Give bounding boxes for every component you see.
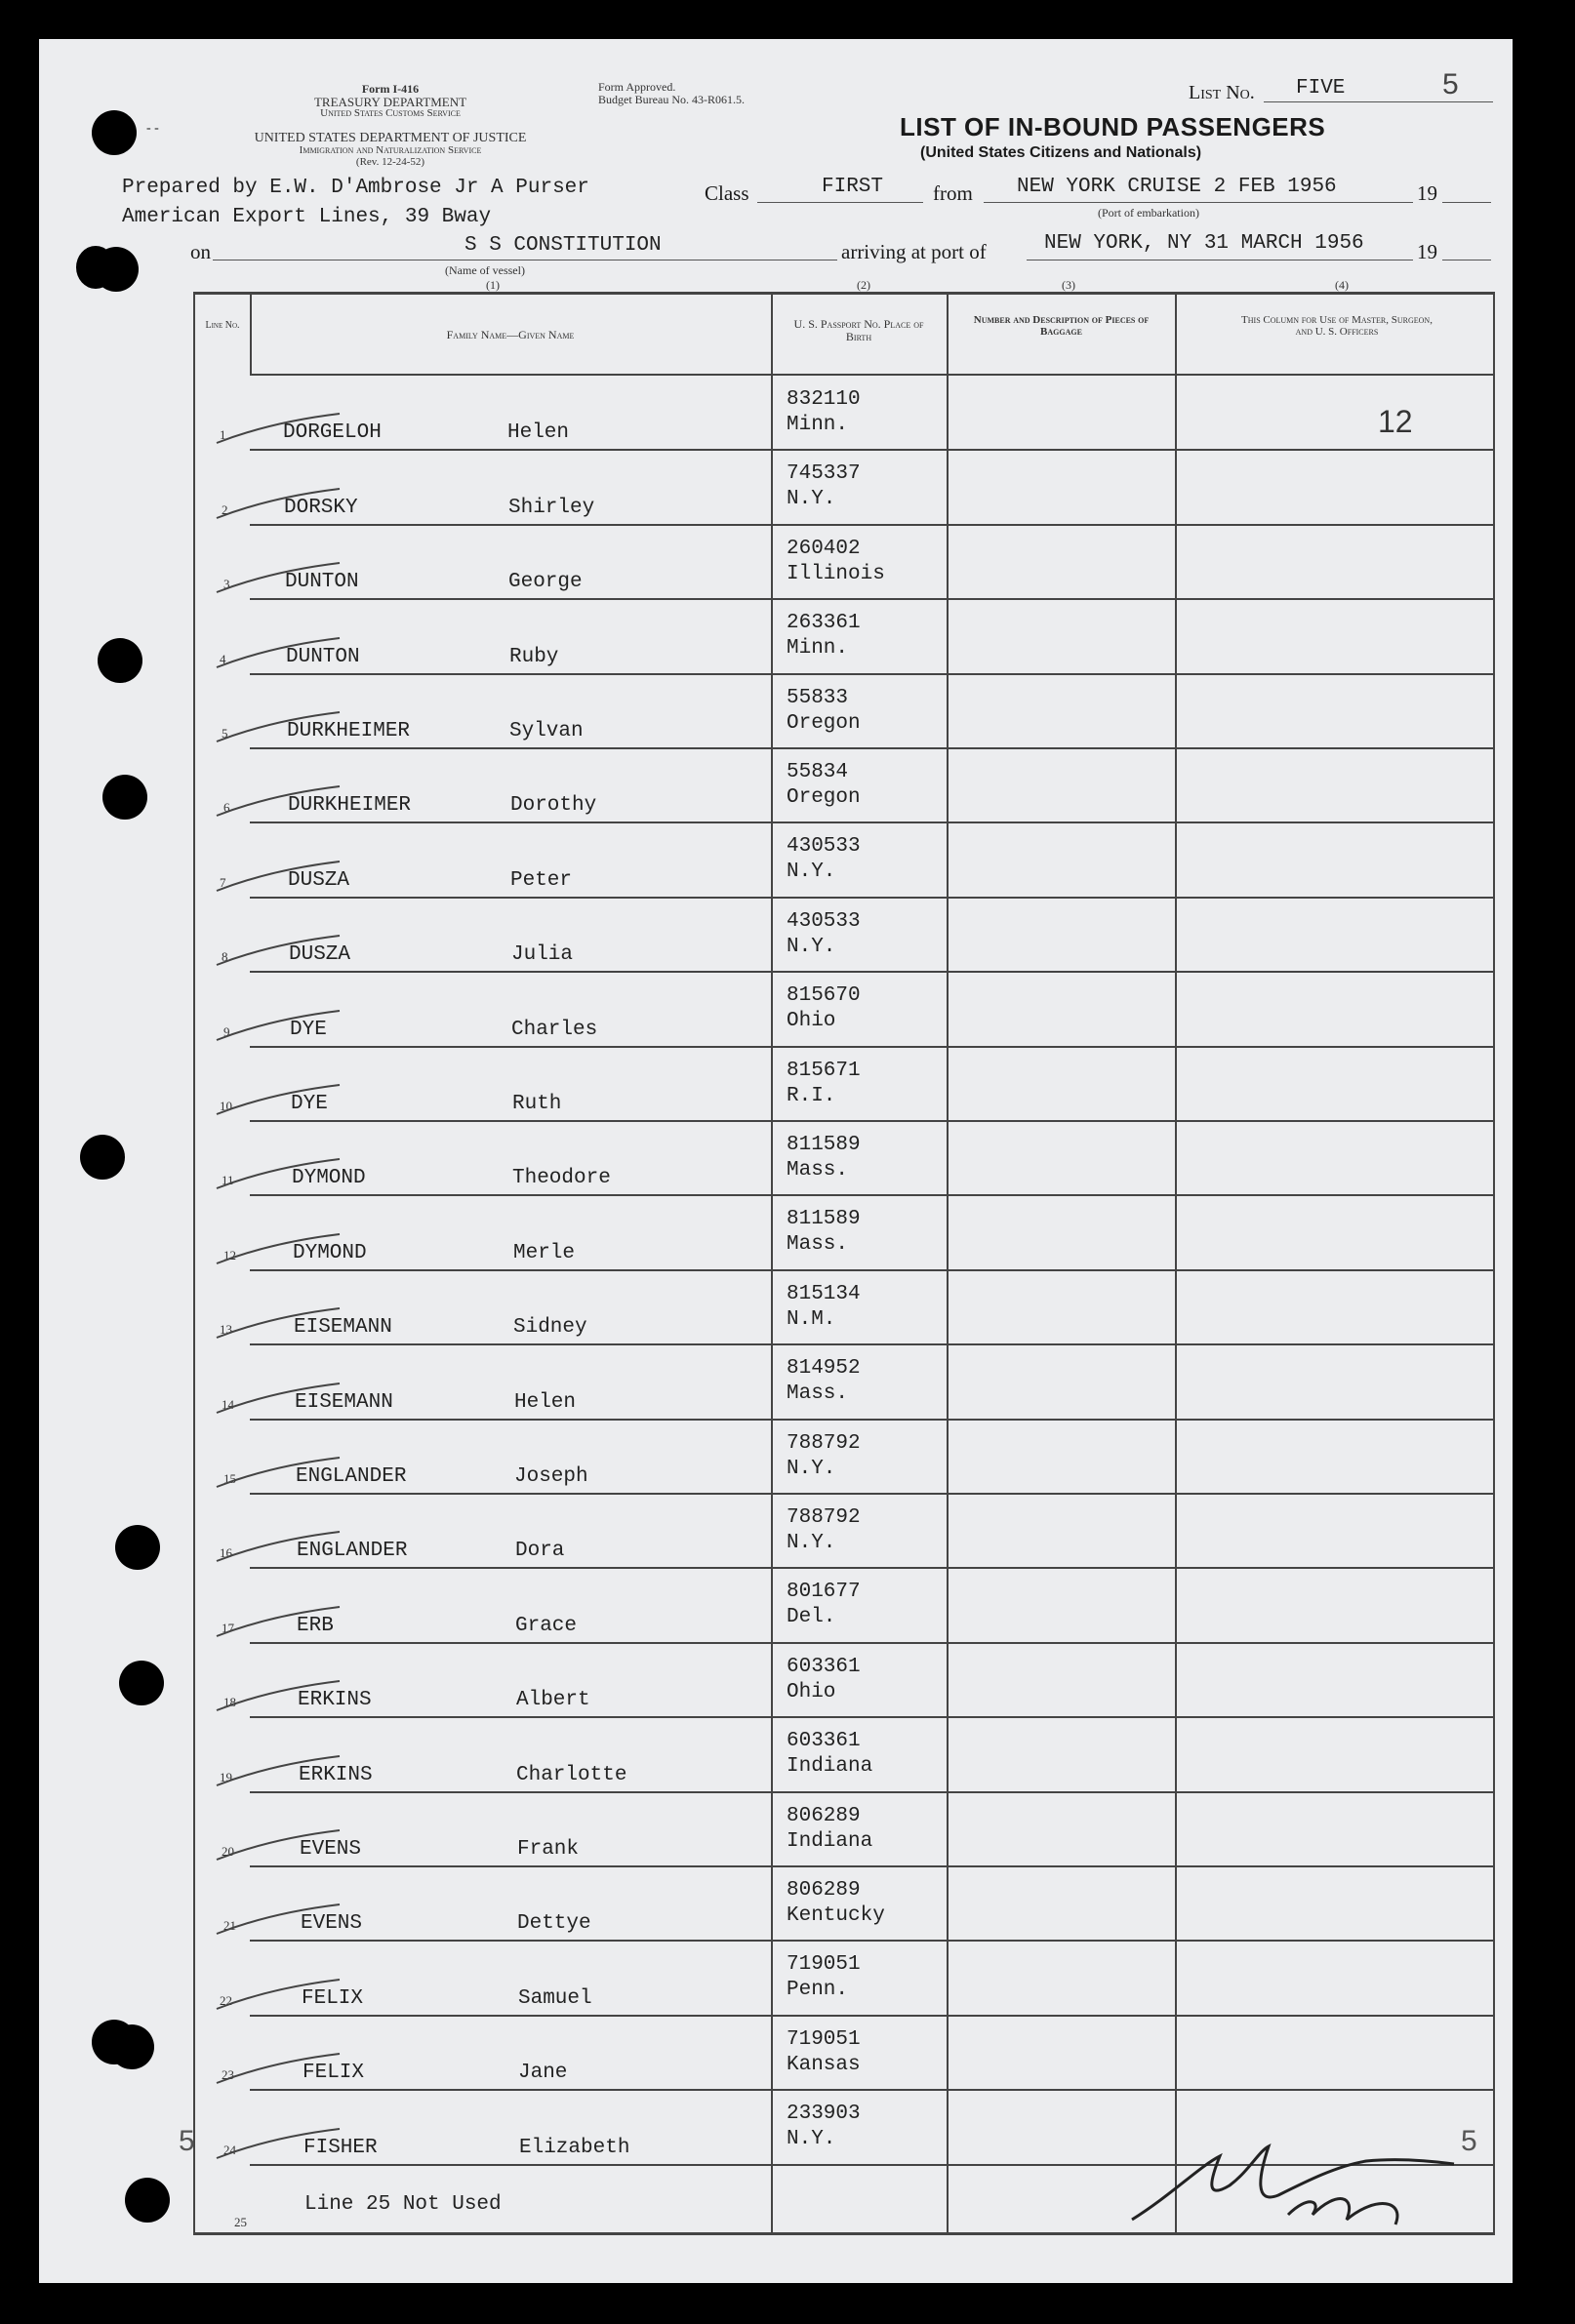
given-name: Dorothy [510,794,597,817]
place-of-birth: Mass. [787,1233,849,1256]
check-mark [213,485,349,524]
family-name: DYMOND [292,1167,366,1189]
given-name: Charlotte [516,1764,627,1786]
family-name: ERKINS [299,1764,373,1786]
line-number: 16 [220,1545,232,1560]
place-of-birth: Mass. [787,1159,849,1182]
row-divider [250,673,1495,675]
passport-number: 788792 [787,1506,861,1529]
family-name: DURKHEIMER [287,720,411,742]
header-baggage: Number and Description of Pieces of Baggage [973,314,1150,338]
family-name: FELIX [303,2062,365,2084]
passport-number: 263361 [787,612,861,634]
given-name: Joseph [514,1465,588,1488]
row-divider [250,747,1495,749]
passport-number: 811589 [787,1208,861,1230]
row-divider [250,1493,1495,1495]
place-of-birth: Indiana [787,1755,873,1778]
check-mark [213,634,349,673]
given-name: Helen [507,421,570,444]
officer-count-note: 12 [1378,404,1413,439]
line-number: 11 [222,1173,234,1187]
family-name: FELIX [302,1987,364,2010]
given-name: Sylvan [509,720,584,742]
check-mark [213,1380,349,1419]
ins-service: Immigration and Naturalization Service [299,144,482,156]
check-mark [213,1976,349,2015]
row-divider [250,1419,1495,1421]
line-number: 15 [223,1471,236,1486]
customs-service: United States Customs Service [320,107,461,119]
family-name: EISEMANN [295,1391,393,1414]
class-value: FIRST [822,176,884,198]
family-name: ENGLANDER [296,1465,407,1488]
family-name: FISHER [303,2137,378,2159]
place-of-birth: Minn. [787,637,849,660]
treasury-dept: TREASURY DEPARTMENT [313,95,467,109]
passport-number: 603361 [787,1730,861,1752]
family-name: ERKINS [298,1689,372,1711]
given-name: Shirley [508,497,595,519]
row-divider [250,897,1495,899]
given-name: Ruth [512,1093,562,1115]
family-name: DYE [291,1093,328,1115]
line-number: 12 [223,1248,236,1262]
family-name: ENGLANDER [297,1540,408,1562]
line-number: 1 [220,427,226,442]
check-mark [213,1901,349,1940]
place-of-birth: Indiana [787,1830,873,1853]
punch-hole [94,247,139,292]
row-divider [250,1791,1495,1793]
check-mark [213,932,349,971]
given-name: Theodore [512,1167,611,1189]
passport-number: 815134 [787,1283,861,1305]
class-label: Class [705,181,749,205]
on-label: on [190,240,211,263]
passport-number: 814952 [787,1357,861,1380]
family-name: EVENS [300,1838,362,1861]
line-number: 25 [234,2215,247,2229]
check-mark [213,1081,349,1120]
given-name: Merle [513,1242,576,1264]
check-mark [213,1230,349,1269]
given-name: George [508,571,583,593]
line-number: 21 [223,1918,236,1933]
officer-signature [1112,2127,1483,2234]
year-1: 19 [1417,181,1437,205]
passport-number: 806289 [787,1805,861,1827]
list-title: LIST OF IN-BOUND PASSENGERS [900,112,1326,141]
header-officers: This Column for Use of Master, Surgeon, and U. S. Officers [1241,314,1433,338]
arriving-label: arriving at port of [841,240,987,263]
left-margin-mark: 5 [179,2125,195,2157]
line-number: 7 [220,875,226,890]
place-of-birth: Illinois [787,563,885,585]
given-name: Dettye [517,1912,591,1935]
punch-hole [92,110,137,155]
revision: (Rev. 12-24-52) [355,156,425,168]
row-divider [250,1343,1495,1345]
col4-number: (4) [1335,278,1349,292]
row-divider [250,1940,1495,1942]
given-name: Grace [515,1615,578,1637]
port-embark-caption: (Port of embarkation) [1098,206,1199,220]
family-name: DUSZA [289,943,351,966]
place-of-birth: Mass. [787,1382,849,1405]
check-mark [213,1155,349,1194]
place-of-birth: Oregon [787,786,861,809]
line-number: 13 [220,1322,232,1337]
line-number: 20 [222,1844,234,1859]
punch-hole [109,2024,154,2069]
given-name: Albert [516,1689,590,1711]
header-passport: U. S. Passport No. Place of Birth [793,317,924,343]
list-subtitle: (United States Citizens and Nationals) [920,144,1202,161]
header-name: Family Name—Given Name [446,328,575,341]
family-name: ERB [297,1615,334,1637]
place-of-birth: Ohio [787,1010,836,1032]
punch-hole [125,2178,170,2223]
passport-number: 233903 [787,2103,861,2125]
row-divider [250,1642,1495,1644]
family-name: EVENS [301,1912,363,1935]
page-mark: 5 [1442,68,1459,100]
row-divider [250,1269,1495,1271]
family-name: DYE [290,1019,327,1041]
row-divider [250,1716,1495,1718]
punch-hole [102,775,147,820]
place-of-birth: N.Y. [787,1458,836,1480]
line-number: 4 [220,652,226,666]
from-label: from [933,181,973,205]
given-name: Elizabeth [519,2137,630,2159]
row-divider [250,1120,1495,1122]
given-name: Charles [511,1019,598,1041]
passport-number: 430533 [787,910,861,933]
form-approved: Form Approved. [598,80,676,94]
row-divider [250,821,1495,823]
punch-hole [115,1525,160,1570]
row-divider [250,2089,1495,2091]
passport-number: 811589 [787,1134,861,1156]
place-of-birth: Penn. [787,1979,849,2001]
passport-number: 801677 [787,1581,861,1603]
passport-number: 832110 [787,388,861,411]
family-name: DUNTON [286,646,360,668]
passport-number: 815671 [787,1060,861,1082]
family-name: DORSKY [284,497,358,519]
check-mark [213,559,349,598]
right-margin-mark: 5 [1461,2125,1477,2157]
prepared-by: Prepared by E.W. D'Ambrose Jr A Purser [122,177,589,199]
line-number: 24 [223,2143,236,2157]
line-number: 8 [222,949,228,964]
line-number: 10 [220,1099,232,1113]
vessel-caption: (Name of vessel) [445,263,525,277]
family-name: DUNTON [285,571,359,593]
list-no-label: List No. [1189,82,1255,103]
place-of-birth: Minn. [787,414,849,436]
budget-bureau: Budget Bureau No. 43-R061.5. [598,93,745,106]
check-mark [213,410,349,449]
line-number: 6 [223,800,230,815]
vessel-name: S S CONSTITUTION [464,234,662,257]
line-number: 9 [223,1024,230,1039]
passport-number: 719051 [787,1953,861,1976]
line-number: 18 [223,1695,236,1709]
row-divider [250,971,1495,973]
row-divider [250,1567,1495,1569]
passport-number: 806289 [787,1879,861,1902]
passport-number: 55833 [787,687,849,709]
passport-number: 430533 [787,835,861,858]
check-mark [213,1454,349,1493]
justice-dept: UNITED STATES DEPARTMENT OF JUSTICE [254,131,527,145]
place-of-birth: N.Y. [787,1532,836,1554]
check-mark [213,1752,349,1791]
given-name: Peter [510,869,573,892]
check-mark [213,1007,349,1046]
place-of-birth: N.Y. [787,936,836,958]
row-divider [250,598,1495,600]
passport-number: 745337 [787,462,861,485]
col3-number: (3) [1062,278,1075,292]
passport-number: 788792 [787,1432,861,1455]
place-of-birth: Del. [787,1606,836,1628]
family-name: DYMOND [293,1242,367,1264]
line-number: 17 [222,1621,234,1635]
arriving-value: NEW YORK, NY 31 MARCH 1956 [1044,232,1364,255]
row-divider [250,449,1495,451]
year-2: 19 [1417,240,1437,263]
given-name: Julia [511,943,574,966]
row-divider [250,2015,1495,2017]
list-no-value: FIVE [1296,77,1346,100]
check-mark [213,1826,349,1865]
place-of-birth: N.Y. [787,861,836,883]
line-number: 23 [222,2067,234,2082]
header-line-no: Line No. [205,320,240,331]
passport-number: 719051 [787,2028,861,2051]
line-number: 5 [222,726,228,741]
passport-number: 260402 [787,538,861,560]
check-mark [213,1528,349,1567]
col2-number: (2) [857,278,870,292]
line-number: 19 [220,1770,232,1784]
check-mark [213,1603,349,1642]
check-mark [213,782,349,821]
dash-mark: - - [146,121,159,136]
check-mark [213,858,349,897]
given-name: Frank [517,1838,580,1861]
form-number: Form I-416 [361,82,420,96]
punch-hole [98,638,142,683]
place-of-birth: Kentucky [787,1904,885,1927]
place-of-birth: N.Y. [787,2128,836,2150]
given-name: Samuel [518,1987,592,2010]
punch-hole [80,1135,125,1180]
passport-number: 55834 [787,761,849,783]
col1-number: (1) [486,278,500,292]
check-mark [213,1677,349,1716]
given-name: Jane [518,2062,568,2084]
given-name: Helen [514,1391,577,1414]
place-of-birth: R.I. [787,1085,836,1107]
row-divider [250,1046,1495,1048]
family-name: DUSZA [288,869,350,892]
from-value: NEW YORK CRUISE 2 FEB 1956 [1017,176,1337,198]
line-number: 14 [222,1397,234,1412]
place-of-birth: N.M. [787,1308,836,1331]
line-number: 2 [222,502,228,517]
place-of-birth: N.Y. [787,488,836,510]
place-of-birth: Ohio [787,1681,836,1703]
row-divider [250,524,1495,526]
check-mark [213,2125,349,2164]
family-name: EISEMANN [294,1316,392,1339]
place-of-birth: Oregon [787,712,861,735]
check-mark [213,2050,349,2089]
passport-number: 603361 [787,1656,861,1678]
family-name: DORGELOH [283,421,382,444]
family-name: DURKHEIMER [288,794,412,817]
line-number: 3 [223,577,230,591]
line-number: 22 [220,1993,232,2008]
given-name: Dora [515,1540,565,1562]
given-name: Sidney [513,1316,587,1339]
company: American Export Lines, 39 Bway [122,206,492,228]
check-mark [213,1304,349,1343]
check-mark [213,708,349,747]
given-name: Ruby [509,646,559,668]
row-divider [250,1865,1495,1867]
punch-hole [119,1661,164,1705]
place-of-birth: Kansas [787,2054,861,2076]
row-divider [250,1194,1495,1196]
passport-number: 815670 [787,984,861,1007]
line-25-note: Line 25 Not Used [304,2193,502,2216]
